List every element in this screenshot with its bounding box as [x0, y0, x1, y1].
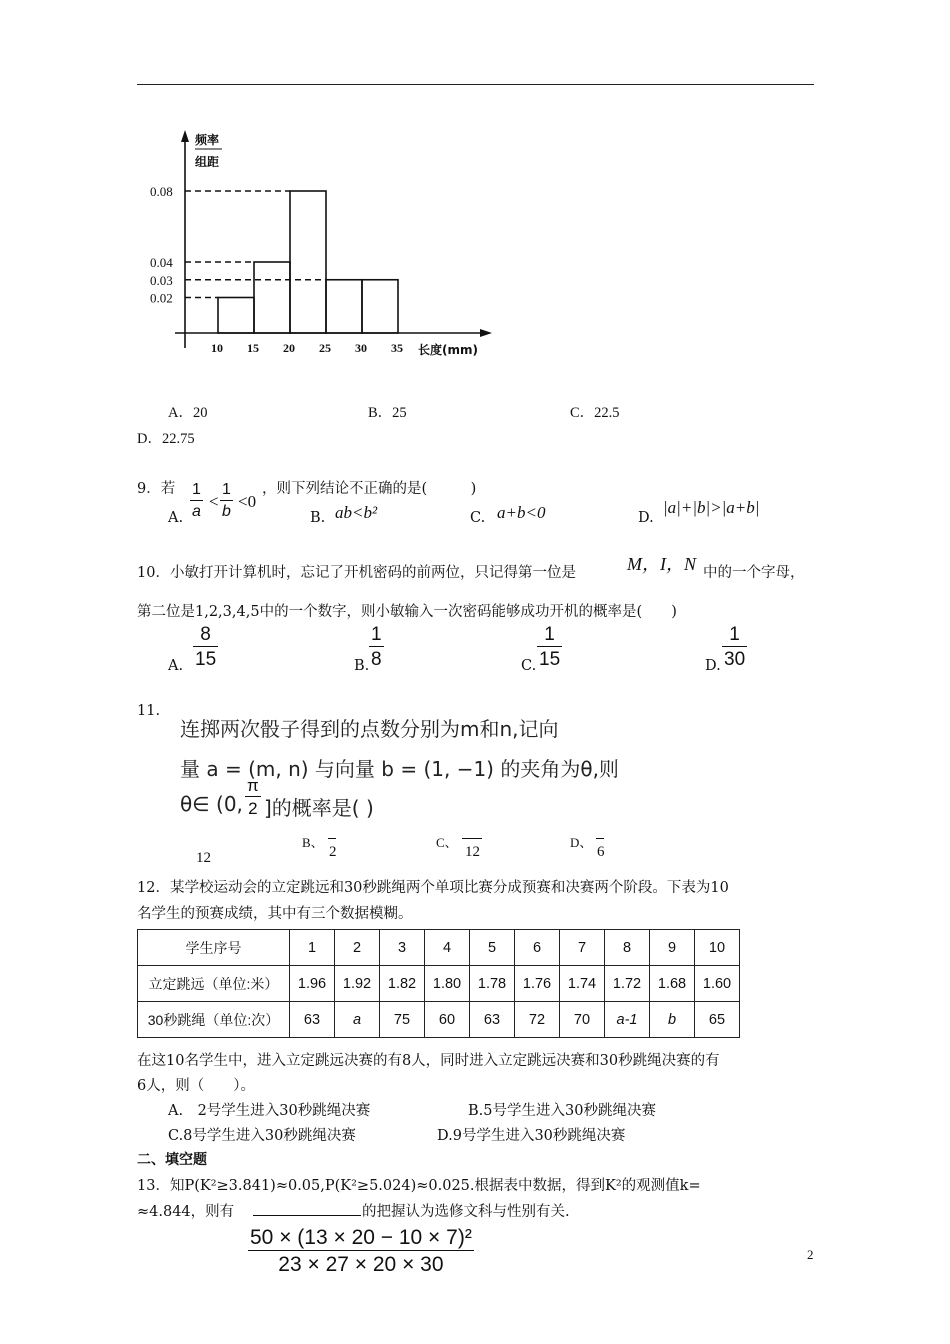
q8-option-d: D．22.75	[137, 431, 195, 447]
q12-line2: 名学生的预赛成绩，其中有三个数据模糊。	[137, 906, 413, 922]
y-tick-label: 0.08	[150, 184, 173, 199]
table-cell: 1.68	[650, 966, 695, 1002]
histogram-bar	[218, 298, 254, 334]
table-cell: 1	[290, 930, 335, 966]
q11-cropped-options: 12 B、 2 C、 12 D、 6	[196, 835, 605, 866]
header-rule	[137, 84, 814, 85]
q10-letters: M，I，N	[627, 554, 696, 574]
q11-line3-b: ]的概率是( )	[264, 796, 374, 820]
q9-option-c-label: C.	[470, 510, 486, 526]
table-cell: b	[650, 1002, 695, 1038]
q12-option-d: D.9号学生进入30秒跳绳决赛	[437, 1128, 626, 1144]
section-heading: 二、填空题	[137, 1152, 207, 1168]
q10-line2: 第二位是1,2,3,4,5中的一个数字，则小敏输入一次密码能够成功开机的概率是( )	[137, 604, 677, 620]
q9-option-d-expr: |a|+|b|>|a+b|	[663, 498, 760, 517]
table-cell: 1.78	[470, 966, 515, 1002]
y-label-top: 频率	[195, 133, 220, 147]
q12-line1: 12．某学校运动会的立定跳远和30秒跳绳两个单项比赛分成预赛和决赛两个阶段。下表为10	[137, 880, 729, 896]
q10-option-b-label: B.	[354, 658, 370, 674]
table-cell: 4	[425, 930, 470, 966]
q10-option-c-frac: 1 15	[539, 624, 561, 670]
q11-line3-frac: π 2	[247, 776, 259, 818]
q9-option-c-expr: a+b<0	[497, 503, 546, 522]
y-axis-arrow	[181, 130, 189, 142]
table-cell: 9	[650, 930, 695, 966]
q13-line2-a: ≈4.844，则有	[137, 1204, 235, 1220]
table-cell: 60	[425, 1002, 470, 1038]
q12-option-c: C.8号学生进入30秒跳绳决赛	[168, 1128, 356, 1144]
table-cell: 30秒跳绳（单位:次）	[138, 1002, 290, 1038]
table-cell: 65	[695, 1002, 740, 1038]
q9-option-d-label: D.	[638, 510, 654, 526]
table-cell: 1.60	[695, 966, 740, 1002]
frequency-histogram	[140, 120, 510, 370]
q8-option-a: A．20	[168, 405, 208, 421]
q8-option-c: C．22.5	[570, 405, 620, 421]
y-tick-label: 0.03	[150, 272, 173, 288]
x-axis-label: 长度(mm)	[418, 343, 478, 357]
q10-option-a-frac: 8 15	[195, 624, 217, 670]
q10-option-d-label: D.	[705, 658, 721, 674]
x-tick-label: 10	[211, 341, 223, 355]
table-row	[138, 1002, 740, 1038]
q12-option-b: B.5号学生进入30秒跳绳决赛	[468, 1103, 656, 1119]
q10-option-a-label: A.	[168, 658, 184, 674]
table-cell: 1.76	[515, 966, 560, 1002]
q11-line2: 量 a = (m, n) 与向量 b = (1, −1) 的夹角为θ,则	[180, 757, 619, 781]
q13-blank	[253, 1215, 361, 1216]
table-cell: 72	[515, 1002, 560, 1038]
table-cell: 8	[605, 930, 650, 966]
histogram-bar	[254, 262, 290, 333]
y-tick-label: 0.02	[150, 290, 173, 306]
q11-number: 11.	[137, 703, 161, 719]
q11-line1: 连掷两次骰子得到的点数分别为m和n,记向	[180, 717, 559, 741]
q9-option-b-label: B.	[310, 510, 326, 526]
table-cell: 6	[515, 930, 560, 966]
q12-option-a: A. 2号学生进入30秒跳绳决赛	[168, 1103, 371, 1119]
table-cell: 1.74	[560, 966, 605, 1002]
histogram-bar	[290, 191, 326, 333]
table-header-row	[138, 930, 740, 966]
histogram-bar	[362, 280, 398, 333]
x-tick-label: 15	[247, 341, 259, 355]
q10-option-d-frac: 1 30	[724, 624, 746, 670]
table-row	[138, 966, 740, 1002]
q10-option-b-frac: 1 8	[371, 624, 382, 670]
q13-formula: 50 × (13 × 20 − 10 × 7)² 23 × 27 × 20 × 30	[250, 1226, 472, 1276]
q9-option-a-label: A.	[168, 510, 184, 526]
page-number: 2	[807, 1247, 814, 1262]
table-cell: 3	[380, 930, 425, 966]
q10-option-c-label: C.	[521, 658, 537, 674]
table-cell: 1.72	[605, 966, 650, 1002]
y-tick-label: 0.04	[150, 255, 173, 270]
table-cell: 75	[380, 1002, 425, 1038]
table-cell: 5	[470, 930, 515, 966]
q8-option-b: B．25	[368, 405, 407, 421]
q9-condition: 1 a < 1 b <0	[192, 481, 257, 520]
q12-after2: 6人，则（ ）。	[137, 1078, 255, 1094]
table-cell: 7	[560, 930, 605, 966]
q9-prefix: 9．若	[137, 481, 176, 497]
q12-after1: 在这10名学生中，进入立定跳远决赛的有8人，同时进入立定跳远决赛和30秒跳绳决赛的有	[137, 1053, 720, 1069]
q9-option-b-expr: ab<b²	[335, 503, 378, 522]
scores-table	[137, 929, 740, 1038]
q10-line1-a: 10．小敏打开计算机时，忘记了开机密码的前两位，只记得第一位是	[137, 565, 576, 581]
y-label-bottom: 组距	[195, 155, 220, 169]
histogram-bar	[326, 280, 362, 333]
table-cell: 1.80	[425, 966, 470, 1002]
table-cell: 63	[290, 1002, 335, 1038]
x-tick-label: 30	[355, 341, 367, 355]
table-cell: 1.82	[380, 966, 425, 1002]
table-cell: 1.96	[290, 966, 335, 1002]
q13-line1: 13．知P(K²≥3.841)≈0.05,P(K²≥5.024)≈0.025.根据表中数据，得到K²的观测值k=	[137, 1178, 701, 1194]
table-cell: 学生序号	[138, 930, 290, 966]
table-cell: 2	[335, 930, 380, 966]
q11-line3-a: θ∈ (0,	[180, 792, 243, 816]
table-cell: 1.92	[335, 966, 380, 1002]
table-cell: a	[335, 1002, 380, 1038]
q9-suffix: ，则下列结论不正确的是( )	[262, 481, 477, 497]
q13-line2-b: 的把握认为选修文科与性别有关.	[362, 1204, 570, 1220]
table-cell: 70	[560, 1002, 605, 1038]
x-tick-label: 20	[283, 341, 295, 355]
table-cell: 立定跳远（单位:米）	[138, 966, 290, 1002]
x-tick-label: 25	[319, 341, 331, 355]
x-tick-label: 35	[391, 341, 403, 355]
table-cell: 10	[695, 930, 740, 966]
table-cell: a-1	[605, 1002, 650, 1038]
x-axis-arrow	[480, 329, 492, 337]
table-cell: 63	[470, 1002, 515, 1038]
q10-line1-b: 中的一个字母，	[703, 565, 805, 581]
